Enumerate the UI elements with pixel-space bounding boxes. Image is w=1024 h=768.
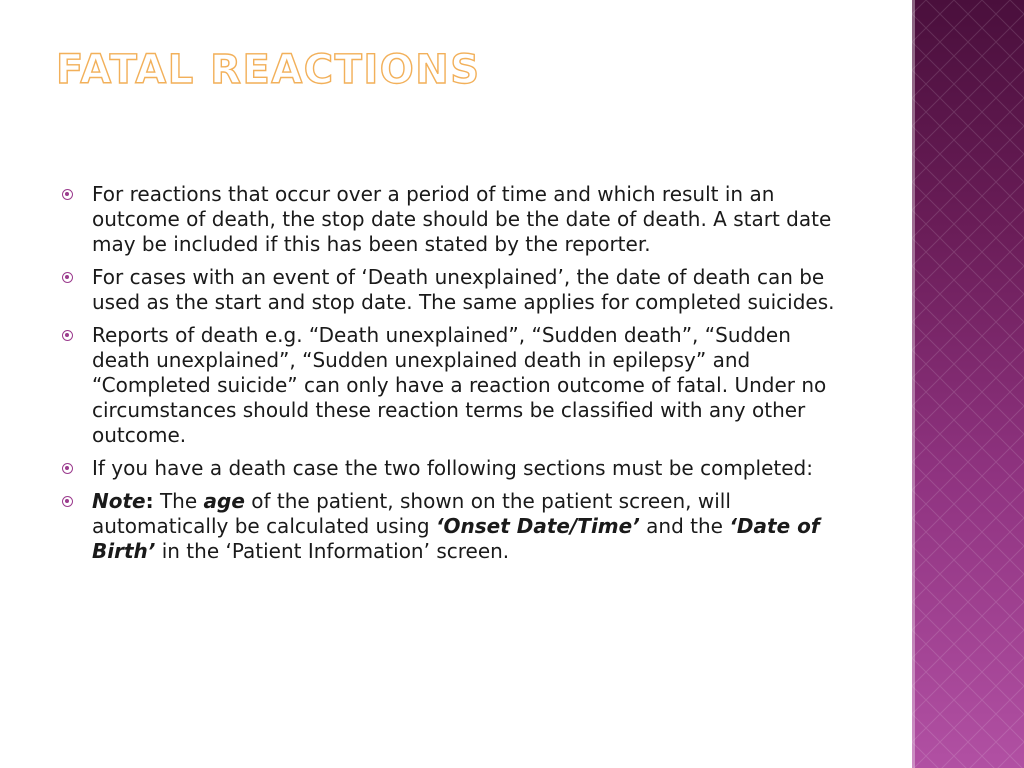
note-text-2: of the patient, shown on the patient screen, will automatically be calculated using	[92, 489, 731, 538]
note-text-1: The	[153, 489, 204, 513]
circle-dot-bullet-icon	[62, 330, 73, 341]
age-term: age	[203, 489, 245, 513]
list-item	[62, 323, 852, 448]
circle-dot-bullet-icon	[62, 189, 73, 200]
strip-edge	[912, 0, 915, 768]
decorative-side-strip	[912, 0, 1024, 768]
bullet-text: Reports of death e.g. “Death unexplained”, “Sudden death”, “Sudden death unexplained”, “Sudden unexplained death in epilepsy” and “Completed suicide” can only have a reaction outcome of fatal. Under no circumstances should these reaction terms be classified with any other outcome.	[92, 323, 827, 447]
date-of-birth-term: ‘Date of Birth’	[92, 514, 820, 563]
note-label: Note	[92, 489, 146, 513]
bullet-list	[62, 182, 852, 572]
slide-title: FATAL REACTIONS	[56, 47, 481, 93]
list-item	[62, 489, 852, 564]
bullet-text: For reactions that occur over a period of time and which result in an outcome of death, the stop date should be the date of death. A start date may be included if this has been stated by the reporter.	[92, 182, 832, 256]
circle-dot-bullet-icon	[62, 463, 73, 474]
circle-dot-bullet-icon	[62, 272, 73, 283]
circle-dot-bullet-icon	[62, 496, 73, 507]
bullet-text: If you have a death case the two following sections must be completed:	[92, 456, 813, 480]
list-item	[62, 456, 852, 481]
note-colon: :	[145, 489, 154, 513]
list-item	[62, 182, 852, 257]
list-item	[62, 265, 852, 315]
note-text-4: in the ‘Patient Information’ screen.	[155, 539, 510, 563]
bullet-text: For cases with an event of ‘Death unexplained’, the date of death can be used as the start and stop date. The same applies for completed suicides.	[92, 265, 835, 314]
diamond-pattern	[912, 0, 1024, 768]
note-text-3: and the	[639, 514, 730, 538]
onset-date-term: ‘Onset Date/Time’	[435, 514, 640, 538]
